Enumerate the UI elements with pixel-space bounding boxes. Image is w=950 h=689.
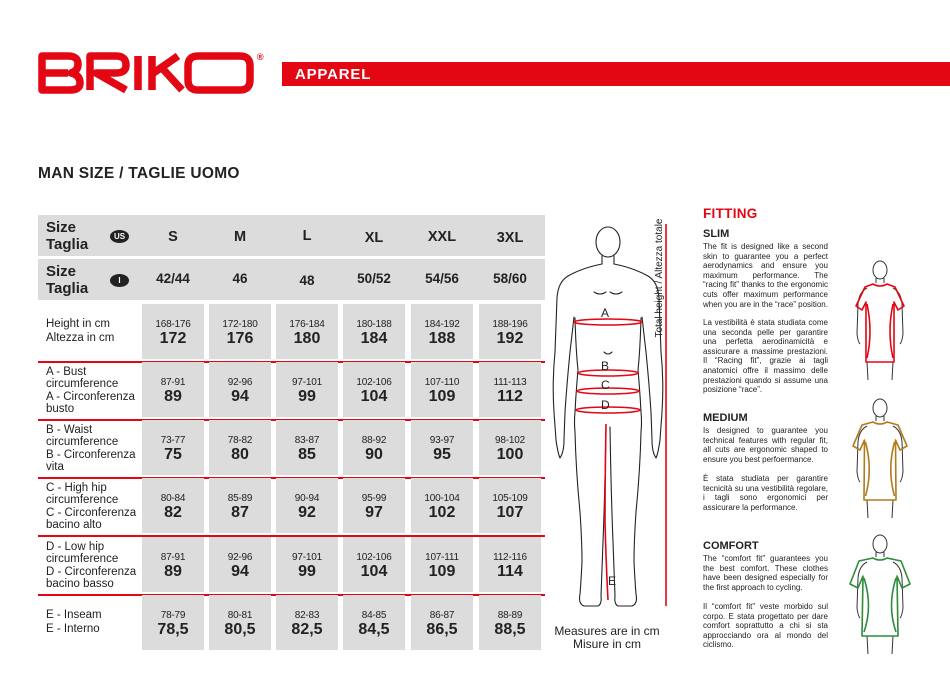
size-us-0: S (168, 229, 178, 245)
row-label (46, 542, 141, 590)
range-3: 180-188 (356, 319, 392, 330)
value-5: 107 (496, 504, 524, 521)
range-3: 88-92 (361, 435, 387, 446)
fit-comfort-text-it: Il “comfort fit” veste morbido sul corpo. E stata progettato per dare comfort soprattutto a chi si sta approcciando ora al mondo del ciclismo. (703, 602, 828, 650)
row-label (46, 425, 141, 473)
range-5: 112-116 (493, 552, 527, 563)
value-4: 188 (428, 330, 456, 347)
value-0: 75 (164, 446, 182, 463)
value-3: 104 (360, 563, 388, 580)
row-label-line: circumference (46, 493, 119, 506)
size-us-3: XL (364, 230, 384, 246)
row-label-line: busto (46, 402, 75, 415)
value-5: 100 (496, 446, 524, 463)
value-0: 78,5 (157, 621, 189, 638)
fit-slim-text-it: La vestibilità è stata studiata come una seconda pelle per garantire una perfetta aerodinamicità e assicurare a massime prestazioni. Il “Racing fit”, grazie ai tagli anatomici offre il massimo delle prestazioni quando si assume una posizione “race”. (703, 318, 828, 395)
fit-comfort-text-en: The “comfort fit” guarantees you the best comfort. These clothes have been designed especially for the first approach to cycling. (703, 554, 828, 592)
value-5: 192 (496, 330, 524, 347)
range-5: 188-196 (492, 319, 528, 330)
value-2: 99 (298, 388, 316, 405)
value-0: 89 (164, 563, 182, 580)
range-4: 86-87 (429, 610, 455, 621)
row-label-line: circumference (46, 552, 119, 565)
value-1: 80,5 (224, 621, 256, 638)
size-it-5: 58/60 (493, 271, 527, 286)
value-1: 80 (231, 446, 249, 463)
size-us-4: XXL (427, 229, 457, 245)
value-0: 172 (159, 330, 187, 347)
measures-note (552, 625, 662, 651)
range-0: 87-91 (160, 552, 186, 563)
size-us-1: M (233, 229, 247, 245)
row-label-line: E - Interno (46, 622, 100, 635)
logo-graphic (38, 52, 258, 94)
range-4: 107-111 (425, 552, 459, 563)
marker-d: D (601, 398, 610, 412)
row-label (46, 483, 141, 531)
row-label-line: A - Circonferenza (46, 391, 135, 403)
range-2: 97-101 (292, 552, 322, 563)
value-4: 102 (428, 504, 456, 521)
range-1: 80-81 (227, 610, 253, 621)
marker-b: B (601, 359, 610, 373)
tagline: APPAREL (295, 66, 372, 83)
row-label-line: bacino alto (46, 518, 102, 531)
row-label-line: circumference (46, 435, 119, 448)
value-4: 95 (433, 446, 451, 463)
page-title: MAN SIZE / TAGLIE UOMO (38, 165, 240, 182)
value-4: 109 (428, 388, 456, 405)
range-3: 95-99 (361, 493, 387, 504)
row-label (46, 319, 141, 344)
value-3: 104 (360, 388, 388, 405)
fitting-title: FITTING (703, 206, 758, 221)
range-3: 84-85 (361, 610, 387, 621)
row-label-line: B - Waist (46, 424, 93, 436)
range-0: 168-176 (155, 319, 191, 330)
size-system-flag: US (110, 230, 129, 243)
value-2: 92 (298, 504, 316, 521)
brand-bar (282, 62, 950, 86)
marker-a: A (601, 306, 610, 320)
range-2: 97-101 (292, 377, 322, 388)
range-4: 184-192 (424, 319, 460, 330)
value-3: 97 (365, 504, 383, 521)
row-label-line: C - Circonferenza (46, 507, 137, 519)
row-label-line: B - Circonferenza (46, 449, 136, 461)
size-us-2: L (302, 228, 312, 244)
row-label-line: D - Low hip (46, 541, 105, 553)
row-label-line: Altezza in cm (46, 331, 115, 344)
value-4: 86,5 (426, 621, 458, 638)
range-3: 102-106 (356, 377, 392, 388)
range-5: 88-89 (497, 610, 523, 621)
briko-logo (38, 52, 258, 94)
marker-e: E (608, 574, 617, 588)
value-0: 82 (164, 504, 182, 521)
fit-slim-text-en: The fit is designed like a second skin to guarantee you a perfect aerodynamics and ensure you maximum performance. The “racing fit” thanks to the ergonomic cuts offer maximum performance when you are in the “race” position. (703, 242, 828, 309)
size-us-5: 3XL (496, 230, 524, 246)
registered-mark: ® (257, 52, 264, 62)
value-5: 112 (497, 388, 523, 405)
value-3: 84,5 (358, 621, 390, 638)
fit-comfort-figure (845, 532, 915, 657)
row-label-line: C - High hip (46, 482, 107, 494)
row-label (46, 610, 141, 635)
row-label-line: A - Bust (46, 366, 87, 378)
value-5: 114 (497, 563, 523, 580)
row-label-line: vita (46, 460, 64, 473)
value-2: 85 (298, 446, 316, 463)
row-label-line: bacino basso (46, 577, 114, 590)
measures-note-it: Misure in cm (572, 637, 641, 651)
range-1: 92-96 (227, 552, 253, 563)
range-1: 172-180 (222, 319, 258, 330)
header-label: Size (46, 263, 77, 280)
row-label (46, 367, 141, 415)
fit-slim-title: SLIM (703, 228, 730, 240)
value-5: 88,5 (494, 621, 526, 638)
range-4: 100-104 (424, 493, 460, 504)
range-4: 107-110 (424, 377, 460, 388)
value-2: 99 (298, 563, 316, 580)
range-3: 102-106 (356, 552, 392, 563)
range-0: 73-77 (160, 435, 186, 446)
range-0: 78-79 (160, 610, 186, 621)
fit-slim-figure (845, 258, 915, 383)
header-label: Size (46, 219, 77, 236)
row-label-line: E - Inseam (46, 609, 102, 621)
range-1: 78-82 (227, 435, 253, 446)
row-label-line: D - Circonferenza (46, 566, 137, 578)
value-1: 94 (231, 388, 249, 405)
value-2: 82,5 (291, 621, 323, 638)
row-label-line: circumference (46, 377, 119, 390)
size-system-flag: I (110, 274, 129, 287)
body-measurement-figure (548, 222, 668, 622)
size-it-3: 50/52 (357, 271, 391, 286)
value-0: 89 (164, 388, 182, 405)
header-label-it: Taglia (46, 236, 89, 253)
size-it-4: 54/56 (425, 271, 459, 286)
range-1: 85-89 (227, 493, 253, 504)
range-2: 82-83 (294, 610, 320, 621)
size-it-0: 42/44 (156, 271, 190, 286)
range-0: 87-91 (160, 377, 186, 388)
value-3: 90 (365, 446, 383, 463)
fit-comfort-title: COMFORT (703, 540, 759, 552)
fit-medium-text-it: È stata studiata per garantire tecnicità su una vestibilità regolare, i tagli sono ergonomici per assicurare la performance. (703, 474, 828, 512)
fit-medium-title: MEDIUM (703, 412, 748, 424)
row-label-line: Height in cm (46, 318, 110, 330)
total-height-label: Total height / Altezza totale (654, 218, 665, 338)
value-4: 109 (428, 563, 456, 580)
range-5: 111-113 (493, 377, 527, 388)
value-1: 87 (231, 504, 249, 521)
fit-medium-text-en: Is designed to guarantee you technical features with regular fit, all cuts are ergonomic shaped to ensure you best perfoermance. (703, 426, 828, 464)
range-4: 93-97 (429, 435, 455, 446)
value-2: 180 (293, 330, 321, 347)
range-5: 105-109 (492, 493, 528, 504)
size-it-1: 46 (232, 271, 248, 286)
value-3: 184 (360, 330, 388, 347)
header-label-it: Taglia (46, 280, 89, 297)
size-it-2: 48 (299, 273, 315, 288)
value-1: 176 (226, 330, 254, 347)
measures-note-en: Measures are in cm (554, 624, 660, 638)
range-5: 98-102 (495, 435, 525, 446)
value-1: 94 (231, 563, 249, 580)
fit-medium-figure (845, 396, 915, 521)
range-2: 83-87 (294, 435, 320, 446)
range-2: 176-184 (289, 319, 325, 330)
range-0: 80-84 (160, 493, 186, 504)
marker-c: C (601, 378, 610, 392)
range-2: 90-94 (294, 493, 320, 504)
range-1: 92-96 (227, 377, 253, 388)
